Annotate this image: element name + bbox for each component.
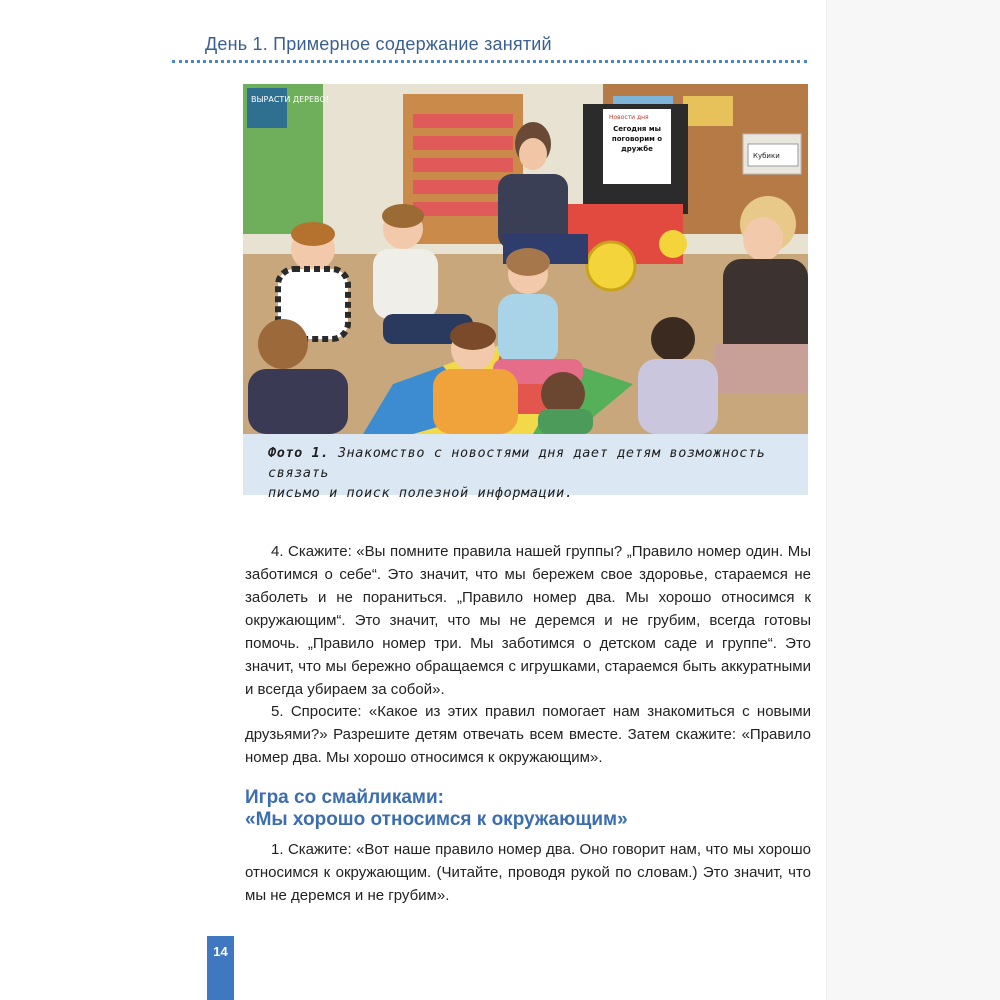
paragraph-5-text: 5. Спросите: «Какое из этих правил помогает нам знакомиться с новыми друзьями?» Разрешите детям отвечать всем вместе. Затем скажите: «Правило номер два. Мы хорошо относимся к окружающим». [245, 703, 811, 766]
news-board-header: Новости дня [609, 114, 649, 121]
photo-caption [268, 443, 798, 503]
page-margin-background [826, 0, 1000, 1000]
section-heading [245, 787, 805, 831]
box-label: Кубики [753, 152, 780, 160]
tree-sign-text: ВЫРАСТИ ДЕРЕВО! [251, 95, 330, 104]
paragraph-4-text: 4. Скажите: «Вы помните правила нашей группы? „Правило номер один. Мы заботимся о себе“. Это значит, что мы бережем свое здоровье, стараемся не заболеть и не пораниться. „Правило номер два. Мы хорошо относимся к окружающим“. Это значит, что мы не деремся и не грубим, всегда готовы помочь. „Правило номер три. Мы заботимся о детском саде и группе“. Это значит, что мы бережно обращаемся с игрушками, стараемся быть аккуратными и всегда убираем за собой». [245, 543, 811, 698]
classroom-photo-illustration [243, 84, 808, 434]
section-heading-line-2: «Мы хорошо относимся к окружающим» [245, 809, 628, 830]
caption-line-2: письмо и поиск полезной информации. [268, 485, 574, 501]
caption-line-1: Знакомство с новостями дня дает детям возможность связать [268, 445, 766, 481]
paragraph-1 [245, 838, 811, 907]
paragraph-1-text: 1. Скажите: «Вот наше правило номер два. Оно говорит нам, что мы хорошо относимся к окружающим. (Читайте, проводя рукой по словам.) Это значит, что мы не деремся и не грубим». [245, 841, 811, 904]
classroom-photo [243, 84, 808, 434]
caption-label: Фото 1. [268, 445, 330, 461]
section-heading-line-1: Игра со смайликами: [245, 787, 444, 808]
paragraph-5 [245, 700, 811, 769]
running-header: День 1. Примерное содержание занятий [205, 34, 552, 54]
header-dotted-rule [172, 60, 807, 63]
news-board-text: Сегодня мы поговорим о дружбе [611, 125, 663, 153]
paragraph-4 [245, 540, 811, 701]
page-number: 14 [207, 936, 234, 1000]
news-board-text-wrapper [606, 124, 668, 179]
